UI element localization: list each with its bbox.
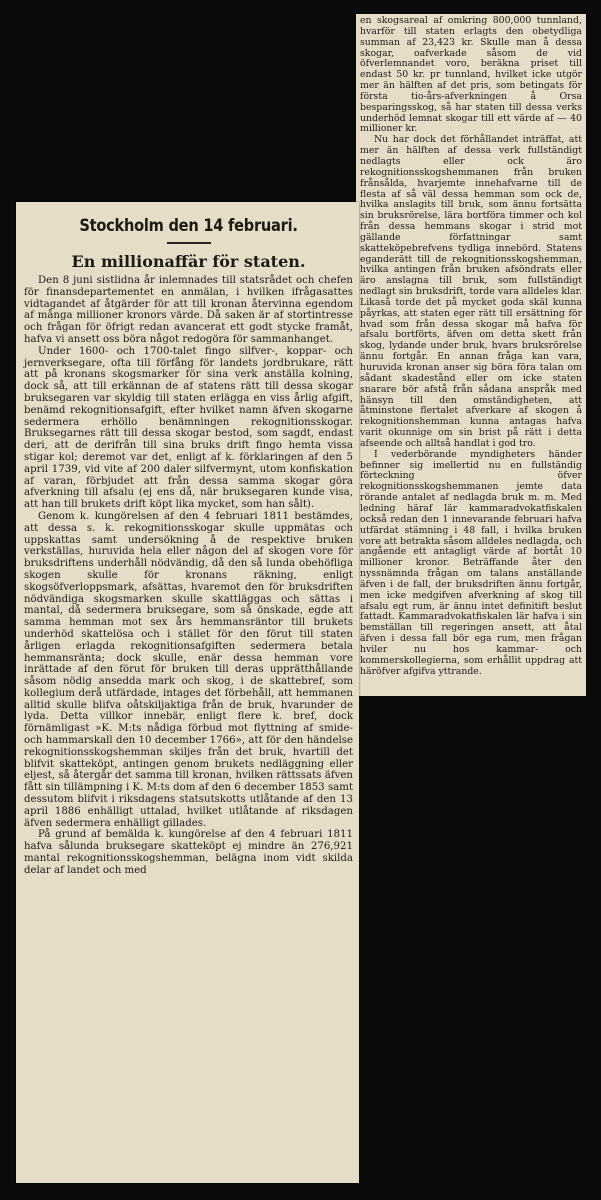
newspaper-clipping-continuation bbox=[356, 14, 586, 696]
article-paragraph: en skogsareal af omkring 800,000 tunnland, hvarför till staten erlagts den obetydliga summan af 23,423 kr. Skulle man å dessa skogar, oafverkade såsom de vid öfverlemnandet voro, beräkna priset till endast 50 kr. pr tunnland, hvilket icke utgör mer än hälften af det pris, som betingats för första tio-års-afverkningen å Orsa besparingsskog, så har staten till dessa verks underhöd lemnat skogar till ett värde af — 40 millioner kr. bbox=[360, 15, 582, 135]
article-paragraph: I vederbörande myndigheters händer befinner sig imellertid nu en fullständig förteckning öfver rekognitionsskogshemmanen jemte data rörande antalet af nedlagda bruk m. m. Med ledning häraf lär kammaradvokatfiskalen också redan den 1 innevarande februari hafva utfärdat stämning i 48 fall, i hvilka bruken vore att betrakta såsom alldeles nedlagda, och angående ett antagligt värde af bortåt 10 millioner kronor. Beträffande åter den nyssnämnda frågan om talans anställande äfven i de fall, der bruksdriften ännu fortgår, men icke medgifven afverkning af skog till afsalu egt rum, är ännu intet definitift beslut fattadt. Kammaradvokatfiskalen lär hafva i sin bemställan till regeringen ansett, att åtal äfven i dessa fall bör ega rum, men frågan hviler nu hos kammar- och kommerskollegierna, som erhållit uppdrag att häröfver afgifva yttrande. bbox=[360, 448, 582, 677]
article-column-left bbox=[24, 216, 353, 1179]
separator-rule bbox=[167, 242, 211, 244]
newspaper-clipping-main bbox=[16, 202, 359, 1183]
article-paragraph: Den 8 juni sistlidna år inlemnades till statsrådet och chefen för finansdepartementet en anmälan, i hvilken ifrågasattes vidtagandet af åtgärder för att till kronan återvinna egendom af många millioner kronors värde. Då saken är af stortintresse och frågan för öfrigt redan avancerat ett godt stycke framåt, hafva vi ansett oss böra något redogöra för sammanhanget. bbox=[24, 275, 353, 345]
article-paragraph: Nu har dock det förhållandet inträffat, att mer än hälften af dessa verk fullständigt nedlagts eller ock äro rekognitionsskogshemmanen från bruken frånsålda, hvarjemte innehafvarne till de flesta af så väl dessa hemman som ock de, hvilka anslagits till bruk, som ännu fortsätta sin bruksrörelse, lära bortföra timmer och kol från dessa hemmans skogar i strid mot gällande författningar samt skatteköpebrefvens tydliga innebörd. Statens eganderätt till de rekognitionsskogshemman, hvilka antingen från bruken afsöndrats eller äro anslagna till bruk, som fullständigt nedlagt sin bruksdrift, torde vara alldeles klar. Likaså torde det på mycket goda skäl kunna påyrkas, att staten eger rätt till ersättning för hvad som från dessa skogar må hafva för afsalu bortförts, äfven om detta skett från skog, lydande under bruk, hvars bruksrörelse ännu fortgår. En annan fråga kan vara, huruvida kronan anser sig böra föra talan om sådant skadestånd eller om icke staten snarare bör afstå från sådana anspråk med hänsyn till den omständigheten, att åtminstone flertalet afverkare af skogen å rekognitionshemman kunna antagas hafva varit okunnige om sin brist på rätt i detta afseende och alltså handlat i god tro. bbox=[360, 134, 582, 449]
article-column-right bbox=[360, 16, 582, 694]
article-headline: En millionaffär för staten. bbox=[71, 252, 306, 271]
dateline: Stockholm den 14 februari. bbox=[79, 216, 298, 236]
article-paragraph: Under 1600- och 1700-talet fingo silfver-, koppar- och jernverksegare, ofta till förfång för landets jordbrukare, rätt att på kronans skogsmarker för sina verk anställa kolning, dock så, att till erkännan de af statens rätt till dessa skogar bruksegaren var skyldig till staten erlägga en viss årlig afgift, benämd rekognitionsafgift, efter hvilket namn äfven skogarne sedermera erhöllo benämningen rekognitionsskogar. Bruksegarnes rätt till dessa skogar bestod, som sagdt, endast deri, att de derifrån till sina bruks drift fingo hemta vissa stigar kol; deremot var det, enligt af k. förklaringen af den 5 april 1739, vid vite af 200 daler silfvermynt, utom konfiskation af varan, förbjudet att från dessa samma skogar göra afverkning till afsalu (ej ens då, när bruksegaren kunde visa, att han till brukets drift köpt lika mycket, som han sålt). bbox=[24, 345, 353, 511]
article-paragraph: På grund af bemälda k. kungörelse af den 4 februari 1811 hafva sålunda bruksegare skatteköpt ej mindre än 276,921 mantal rekognitionsskogshemman, belägna inom vidt skilda delar af landet och med bbox=[24, 829, 353, 876]
article-paragraph: Genom k. kungörelsen af den 4 februari 1811 bestämdes, att dessa s. k. rekognitionsskogar skulle uppmätas och uppskattas samt undersökning å de respektive bruken verkställas, huruvida hela eller någon del af skogen vore för bruksdriftens underhåll nödvändig, då den så lunda obehöfliga skogen skulle för kronans räkning, enligt skogsöfverloppsmark, afsättas, hvaremot den för bruksdriften nödvändiga skogsmarken skulle skattläggas och sättas i mantal, då sedermera bruksegare, som så önskade, egde att samma hemman mot sex års hemmansräntor till brukets underhöd skattelösa och i stället för den förut till staten årligen erlagda rekognitionsafgiften sedermera betala hemmansränta; dock skulle, enär dessa hemman vore inrättade af den förut för bruken till deras upprätthållande såsom nödig ansedda mark och skog, i de skattebref, som kollegium derå utfärdade, intages det förbehåll, att hemmanen alltid skulle blifva oåtskiljaktiga från de bruk, hvarunder de lyda. Detta villkor innebär, enligt flere k. bref, dock förnämligast »K. M:ts nådiga förbud mot flyttning af smide- och hammarskall den 10 december 1766», att för den händelse rekognitionsskogshemman skiljes från det bruk, hvartill det blifvit skatteköpt, antingen genom brukets nedläggning eller eljest, så återgår det samma till kronan, hvilken rättssats äfven fått sin tillämpning i K. M:ts dom af den 6 december 1853 samt dessutom blifvit i riksdagens statsutskotts utlåtande af den 13 april 1886 enhälligt uttalad, hvilket utlåtande af riksdagen äfven sedermera enhälligt gillades. bbox=[24, 510, 353, 829]
